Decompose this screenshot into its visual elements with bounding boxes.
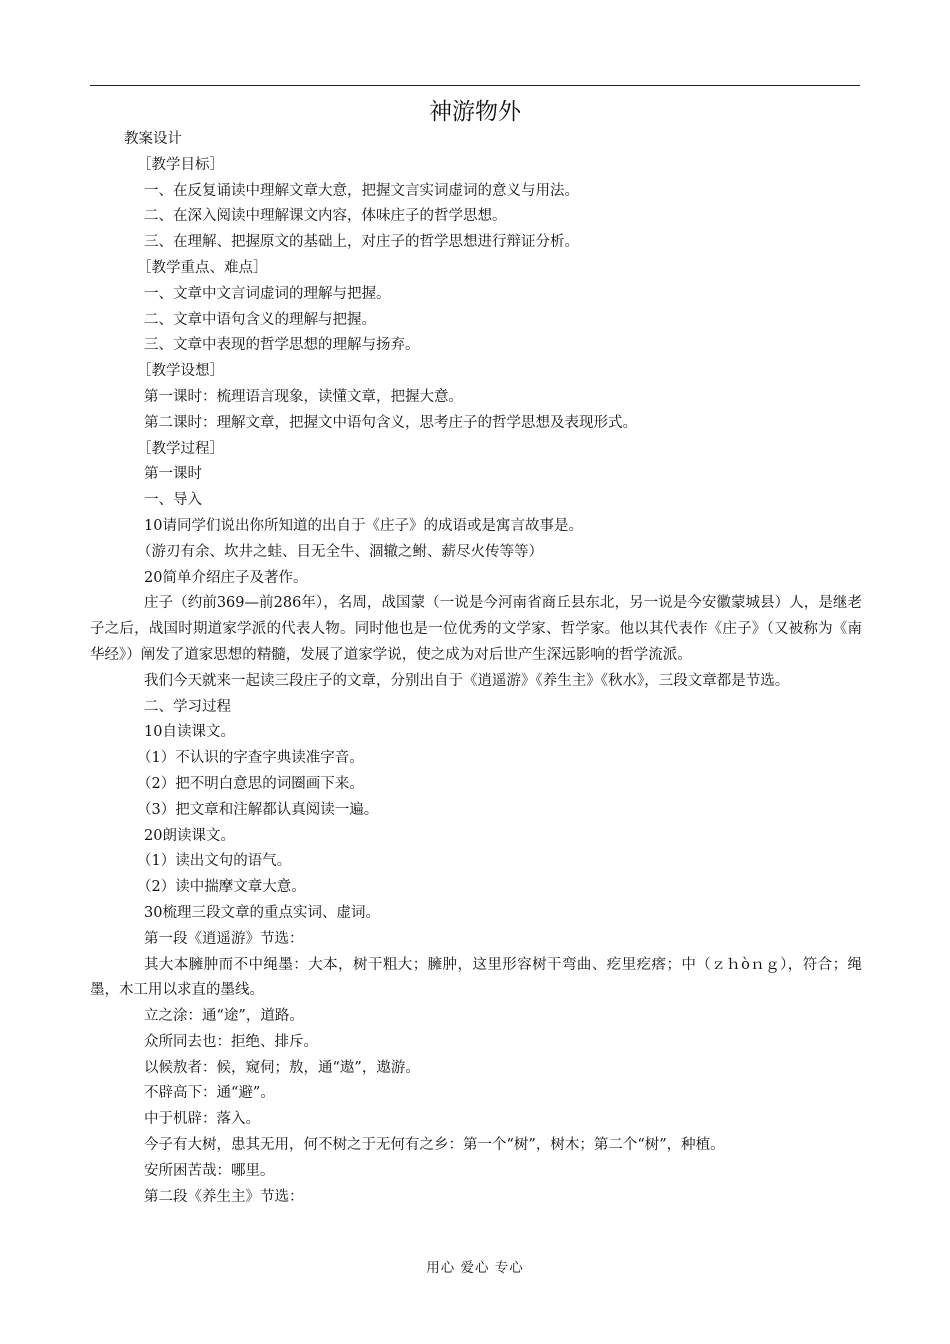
sub-step: （2）把不明白意思的词圈画下来。 <box>137 775 364 792</box>
step-item: 20朗读课文。 <box>144 827 235 844</box>
section-label: 教案设计 <box>124 131 182 147</box>
sub-step: （1）不认识的字查字典读准字音。 <box>137 750 364 767</box>
vocab-note: 众所同去也：拒绝、排斥。 <box>144 1033 318 1050</box>
heading-teaching-plan: ［教学设想］ <box>137 363 224 380</box>
zhuangzi-intro-paragraph: 庄子（约前369—前286年），名周，战国蒙（一说是今河南省商丘县东北，另一说是今安徽蒙城县）人，是继老子之后，战国时期道家学派的代表人物。同时他也是一位优秀的文学家、哲学家。他以其代表作《庄子》（又被称为《南华经》）阐发了道家思想的精髓，发展了道家学说，使之成为对后世产生深远影响的哲学流派。 <box>90 595 862 663</box>
vocab-note: 不辟高下：通“避”。 <box>144 1085 275 1102</box>
heading-teaching-goals: ［教学目标］ <box>137 156 224 173</box>
passage-heading: 第二段《养生主》节选： <box>144 1188 304 1205</box>
key-point-item: 三、文章中表现的哲学思想的理解与扬弃。 <box>144 337 420 354</box>
vocab-note: 立之涂：通“途”，道路。 <box>144 1008 304 1025</box>
vocab-note: 其大本臃肿而不中绳墨：大本，树干粗大；臃肿，这里形容树干弯曲、疙里疙瘩；中（ｚｈòｎｇ），符合；绳墨，木工用以求直的墨线。 <box>90 956 862 999</box>
step-item: 20简单介绍庄子及著作。 <box>144 569 308 586</box>
document-title: 神游物外 <box>429 99 521 125</box>
step-heading: 一、导入 <box>144 492 202 509</box>
step-item: 10请同学们说出你所知道的出自于《庄子》的成语或是寓言故事是。 <box>144 517 583 534</box>
vocab-note: 以候敖者：候，窥伺；敖，通“遨”，遨游。 <box>144 1059 420 1076</box>
step-item: 10自读课文。 <box>144 724 235 741</box>
sub-step: （3）把文章和注解都认真阅读一遍。 <box>137 801 379 818</box>
page-footer: 用心 爱心 专心 <box>426 1260 524 1276</box>
key-point-item: 一、文章中文言词虚词的理解与把握。 <box>144 285 391 302</box>
sub-step: （1）读出文句的语气。 <box>137 853 292 870</box>
key-point-item: 二、文章中语句含义的理解与把握。 <box>144 311 376 328</box>
step-heading: 二、学习过程 <box>144 698 231 715</box>
passage-heading: 第一段《逍遥游》节选： <box>144 930 304 947</box>
plan-item: 第二课时：理解文章，把握文中语句含义，思考庄子的哲学思想及表现形式。 <box>144 414 637 431</box>
lesson-heading: 第一课时 <box>144 466 202 483</box>
header-rule <box>90 85 860 86</box>
document-body <box>90 127 862 1210</box>
step-note: （游刃有余、坎井之蛙、目无全牛、涸辙之鲋、薪尽火传等等） <box>137 543 543 560</box>
heading-teaching-process: ［教学过程］ <box>137 440 224 457</box>
goal-item: 二、在深入阅读中理解课文内容，体味庄子的哲学思想。 <box>144 208 507 225</box>
vocab-note: 安所困苦哉：哪里。 <box>144 1162 275 1179</box>
vocab-note: 今子有大树，患其无用，何不树之于无何有之乡：第一个“树”，树木；第二个“树”，种植。 <box>144 1137 725 1154</box>
reading-intro-paragraph: 我们今天就来一起读三段庄子的文章，分别出自于《逍遥游》《养生主》《秋水》，三段文章都是节选。 <box>144 672 790 689</box>
heading-key-points: ［教学重点、难点］ <box>137 259 268 276</box>
sub-step: （2）读中揣摩文章大意。 <box>137 879 306 896</box>
plan-item: 第一课时：梳理语言现象，读懂文章，把握大意。 <box>144 388 463 405</box>
goal-item: 三、在理解、把握原文的基础上，对庄子的哲学思想进行辩证分析。 <box>144 234 579 251</box>
goal-item: 一、在反复诵读中理解文章大意，把握文言实词虚词的意义与用法。 <box>144 182 579 199</box>
vocab-note: 中于机辟：落入。 <box>144 1111 260 1128</box>
step-item: 30梳理三段文章的重点实词、虚词。 <box>144 904 380 921</box>
